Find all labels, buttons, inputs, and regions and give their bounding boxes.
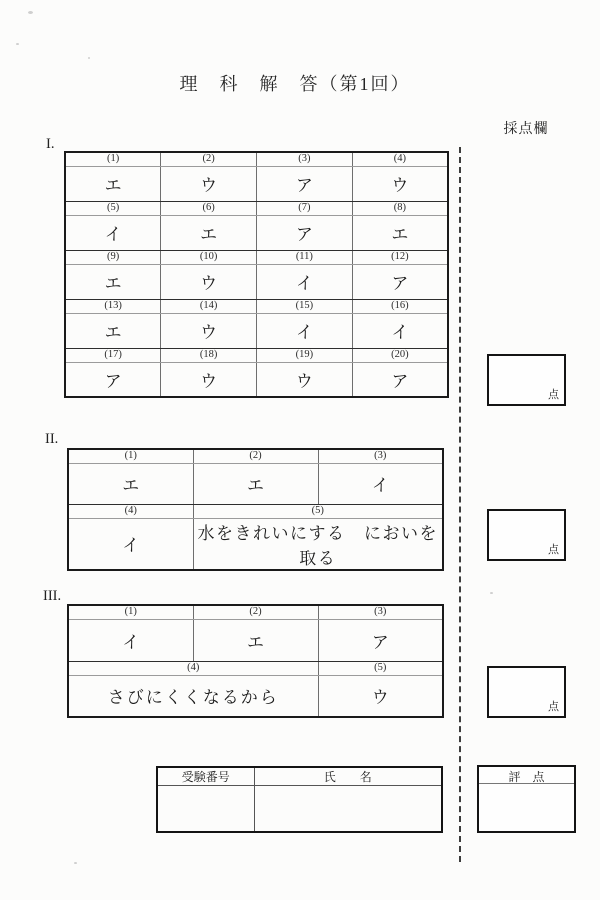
question-number-row [65,250,448,264]
examinee-info-header-row [157,767,442,786]
question-number: (9) [65,250,161,264]
exam-number-header: 受験番号 [157,767,254,786]
answer-cell: イ [318,463,443,504]
section-1-label: I. [46,136,55,152]
total-score-header: 評 点 [479,767,574,784]
answer-cell: さびにくくなるから [68,675,318,717]
question-number-row [65,299,448,313]
page-title: 理 科 解 答（第1回） [179,74,411,94]
answer-cell: ア [318,619,443,661]
score-box-section-2 [487,509,566,561]
answer-cell: ア [65,362,161,397]
answer-cell: ウ [161,362,257,397]
section-2-label: II. [45,431,59,447]
scan-speck [16,43,19,45]
answer-cell: ア [257,215,353,250]
exam-number-field [157,786,254,832]
answer-row [65,166,448,201]
answer-cell: エ [65,313,161,348]
answer-cell: エ [65,264,161,299]
dashed-divider-line [459,147,461,862]
answer-cell: ウ [257,362,353,397]
answer-cell: イ [352,313,448,348]
question-number: (19) [257,348,353,362]
name-header: 氏 名 [254,767,442,786]
section-3-answer-table [67,604,444,718]
answer-cell: イ [257,264,353,299]
point-unit-label: 点 [548,389,559,401]
question-number: (20) [352,348,448,362]
answer-row [68,675,443,717]
answer-cell: イ [65,215,161,250]
score-box-section-1 [487,354,566,406]
question-number: (5) [65,201,161,215]
question-number: (3) [318,605,443,619]
point-unit-label: 点 [548,544,559,556]
question-number-row [65,152,448,166]
answer-cell: ア [352,362,448,397]
question-number: (18) [161,348,257,362]
answer-row [65,362,448,397]
answer-cell: ア [257,166,353,201]
total-score-box [477,765,576,833]
question-number-row [65,348,448,362]
answer-row [65,215,448,250]
examinee-info-blank-row [157,786,442,832]
question-number: (4) [68,504,193,518]
question-number: (16) [352,299,448,313]
grading-column-header: 採点欄 [503,122,549,137]
answer-row [68,463,443,504]
scan-speck [28,11,33,14]
question-number: (8) [352,201,448,215]
answer-row [65,313,448,348]
answer-row [68,619,443,661]
question-number: (12) [352,250,448,264]
answer-row [65,264,448,299]
question-number: (5) [318,661,443,675]
question-number: (3) [257,152,353,166]
answer-cell: ア [352,264,448,299]
answer-cell: エ [161,215,257,250]
question-number-row [68,605,443,619]
question-number: (1) [65,152,161,166]
scan-speck [74,862,77,864]
question-number: (1) [68,605,193,619]
answer-cell: ウ [161,264,257,299]
section-3-label: III. [43,588,62,604]
question-number: (4) [68,661,318,675]
answer-cell: エ [193,619,318,661]
question-number: (4) [352,152,448,166]
answer-cell: エ [68,463,193,504]
question-number: (13) [65,299,161,313]
answer-cell: ウ [318,675,443,717]
answer-cell: ウ [161,313,257,348]
question-number: (1) [68,449,193,463]
point-unit-label: 点 [548,701,559,713]
answer-cell: 水をきれいにする においを取る [193,518,443,570]
question-number: (14) [161,299,257,313]
answer-cell: エ [193,463,318,504]
question-number-row [68,504,443,518]
question-number: (6) [161,201,257,215]
scan-speck [490,592,493,594]
question-number: (17) [65,348,161,362]
question-number: (7) [257,201,353,215]
answer-cell: イ [68,518,193,570]
question-number: (5) [193,504,443,518]
question-number: (10) [161,250,257,264]
answer-cell: イ [257,313,353,348]
answer-cell: エ [65,166,161,201]
question-number: (2) [193,605,318,619]
answer-row [68,518,443,570]
answer-cell: イ [68,619,193,661]
question-number-row [65,201,448,215]
question-number-row [68,449,443,463]
examinee-info-table [156,766,443,833]
section-1-answer-table [64,151,449,398]
answer-cell: エ [352,215,448,250]
question-number: (3) [318,449,443,463]
answer-cell: ウ [352,166,448,201]
question-number: (2) [161,152,257,166]
scan-speck [88,57,90,59]
question-number: (2) [193,449,318,463]
name-field [254,786,442,832]
answer-cell: ウ [161,166,257,201]
score-box-section-3 [487,666,566,718]
question-number: (15) [257,299,353,313]
question-number-row [68,661,443,675]
section-2-answer-table [67,448,444,571]
question-number: (11) [257,250,353,264]
